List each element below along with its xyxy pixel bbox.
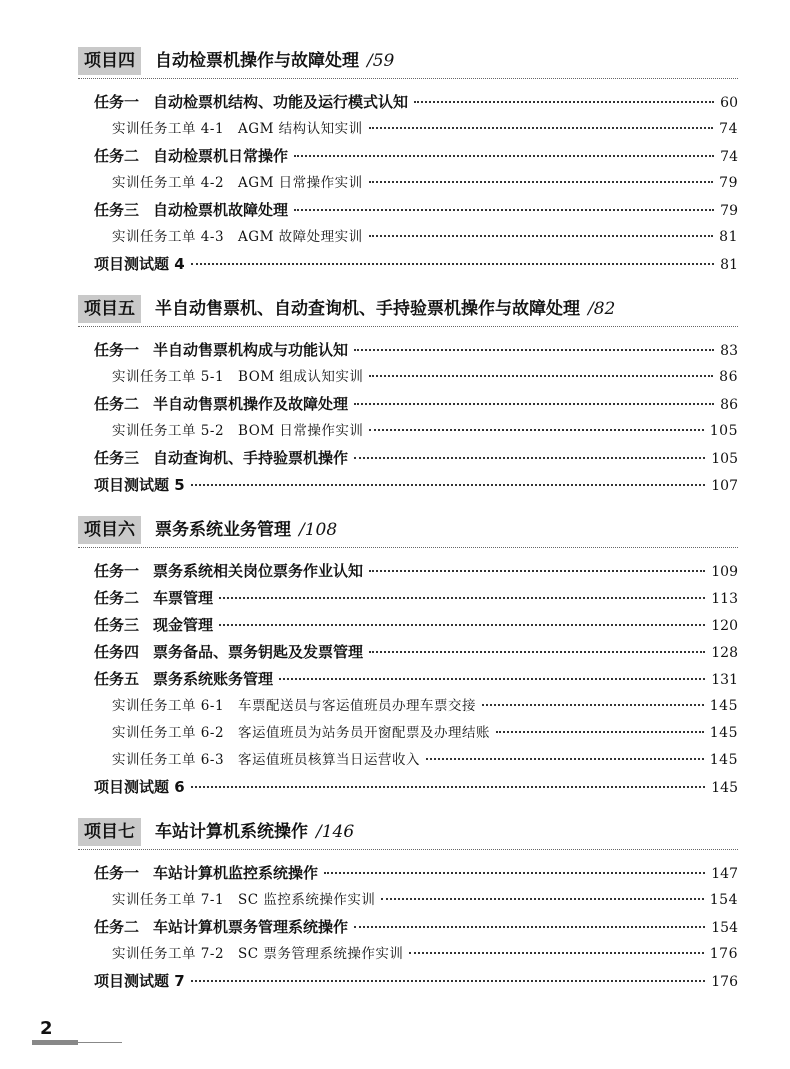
- toc-subentry[interactable]: [78, 116, 738, 143]
- leader-dots: [496, 731, 704, 733]
- leader-dots: [324, 872, 705, 874]
- entry-label: [112, 170, 363, 197]
- toc-subentry[interactable]: [78, 364, 738, 391]
- entry-page: 120: [711, 618, 738, 634]
- entry-key: 实训任务工单 5-2: [112, 423, 225, 439]
- entry-title: 票务系统相关岗位票务作业认知: [153, 562, 364, 580]
- leader-dots: [354, 349, 714, 351]
- entry-label: [112, 224, 363, 251]
- leader-dots: [354, 403, 714, 405]
- entry-label: [94, 472, 185, 499]
- entry-page: 154: [711, 920, 738, 936]
- entry-page: 86: [720, 397, 738, 413]
- section-page: /59: [367, 51, 395, 71]
- entry-label: [94, 197, 288, 224]
- toc-subentry[interactable]: [78, 720, 738, 747]
- entry-title: 票务系统账务管理: [153, 670, 274, 688]
- entry-page: 145: [709, 752, 738, 768]
- entry-label: [94, 445, 348, 472]
- entry-key: 任务一: [94, 341, 140, 359]
- section-title: 票务系统业务管理: [155, 520, 291, 540]
- entry-title: 项目测试题 6: [94, 778, 185, 796]
- section-page: /108: [299, 520, 338, 540]
- leader-dots: [354, 457, 705, 459]
- toc-task-entry[interactable]: [78, 585, 738, 612]
- entry-title: 自动查询机、手持验票机操作: [153, 449, 349, 467]
- entry-page: 113: [711, 591, 738, 607]
- leader-dots: [279, 678, 705, 680]
- entry-key: 任务五: [94, 670, 140, 688]
- entry-key: 任务三: [94, 449, 140, 467]
- entry-label: [94, 391, 348, 418]
- entry-key: 任务一: [94, 93, 140, 111]
- entry-page: 145: [709, 725, 738, 741]
- toc-task-entry[interactable]: [78, 445, 738, 472]
- toc-section: [78, 513, 738, 801]
- leader-dots: [219, 597, 705, 599]
- entry-label: [94, 251, 185, 278]
- toc-task-entry[interactable]: [78, 666, 738, 693]
- toc-section: [78, 292, 738, 499]
- section-header: [78, 815, 738, 850]
- entry-page: 74: [720, 149, 738, 165]
- entry-label: [94, 143, 288, 170]
- entry-label: [94, 337, 348, 364]
- entry-key: 任务三: [94, 616, 140, 634]
- entry-key: 任务二: [94, 395, 140, 413]
- entry-page: 145: [711, 780, 738, 796]
- page-number-rule: [32, 1042, 122, 1043]
- section-page: /82: [588, 299, 616, 319]
- entry-page: 176: [709, 946, 738, 962]
- entry-page: 128: [711, 645, 738, 661]
- leader-dots: [369, 429, 703, 431]
- entry-key: 实训任务工单 6-3: [112, 752, 225, 768]
- toc-section: [78, 44, 738, 278]
- entry-label: [112, 747, 420, 774]
- entry-title: 项目测试题 5: [94, 476, 185, 494]
- entry-label: [94, 774, 185, 801]
- entry-title: 车站计算机票务管理系统操作: [153, 918, 349, 936]
- leader-dots: [369, 570, 705, 572]
- entry-label: [94, 558, 363, 585]
- leader-dots: [482, 704, 704, 706]
- toc-task-entry[interactable]: [78, 391, 738, 418]
- toc-subentry[interactable]: [78, 170, 738, 197]
- entry-key: 实训任务工单 6-2: [112, 725, 225, 741]
- toc-test-entry[interactable]: [78, 472, 738, 499]
- toc-task-entry[interactable]: [78, 558, 738, 585]
- section-title: 半自动售票机、自动查询机、手持验票机操作与故障处理: [155, 299, 580, 319]
- toc-subentry[interactable]: [78, 941, 738, 968]
- entry-label: [94, 914, 348, 941]
- entry-title: SC 票务管理系统操作实训: [238, 946, 404, 962]
- section-title: 自动检票机操作与故障处理: [155, 51, 359, 71]
- entry-page: 74: [719, 121, 738, 137]
- leader-dots: [219, 624, 705, 626]
- toc-task-entry[interactable]: [78, 612, 738, 639]
- entry-key: 实训任务工单 5-1: [112, 369, 225, 385]
- entry-title: 现金管理: [153, 616, 214, 634]
- entry-title: 半自动售票机操作及故障处理: [153, 395, 349, 413]
- entry-page: 83: [720, 343, 738, 359]
- leader-dots: [354, 926, 705, 928]
- section-header: [78, 292, 738, 327]
- entry-title: 车站计算机监控系统操作: [153, 864, 319, 882]
- entry-key: 实训任务工单 4-3: [112, 229, 225, 245]
- leader-dots: [369, 181, 713, 183]
- toc-task-entry[interactable]: [78, 197, 738, 224]
- entry-key: 任务三: [94, 201, 140, 219]
- leader-dots: [191, 980, 706, 982]
- section-badge: 项目五: [78, 295, 141, 323]
- entry-key: 实训任务工单 6-1: [112, 698, 225, 714]
- section-header: [78, 44, 738, 79]
- toc-test-entry[interactable]: [78, 968, 738, 995]
- toc-task-entry[interactable]: [78, 89, 738, 116]
- entry-page: 79: [720, 203, 738, 219]
- entry-key: 任务二: [94, 147, 140, 165]
- leader-dots: [426, 758, 704, 760]
- entry-page: 81: [720, 257, 738, 273]
- entry-label: [112, 418, 363, 445]
- entry-page: 79: [719, 175, 738, 191]
- entry-title: 项目测试题 7: [94, 972, 185, 990]
- entry-key: 任务四: [94, 643, 140, 661]
- entry-page: 131: [711, 672, 738, 688]
- entry-page: 154: [709, 892, 738, 908]
- page-number: 2: [40, 1018, 53, 1039]
- leader-dots: [191, 484, 706, 486]
- toc-task-entry[interactable]: [78, 337, 738, 364]
- toc-test-entry[interactable]: [78, 251, 738, 278]
- entry-title: 自动检票机结构、功能及运行模式认知: [153, 93, 409, 111]
- toc-section: [78, 815, 738, 995]
- entry-title: 客运值班员为站务员开窗配票及办理结账: [238, 725, 491, 741]
- entry-title: 票务备品、票务钥匙及发票管理: [153, 643, 364, 661]
- entry-title: 半自动售票机构成与功能认知: [153, 341, 349, 359]
- entry-title: BOM 日常操作实训: [238, 423, 364, 439]
- toc-task-entry[interactable]: [78, 860, 738, 887]
- entry-label: [112, 720, 490, 747]
- entry-key: 任务二: [94, 918, 140, 936]
- entry-label: [112, 116, 363, 143]
- entry-key: 实训任务工单 4-1: [112, 121, 225, 137]
- entry-label: [94, 639, 363, 666]
- entry-label: [94, 89, 408, 116]
- entry-page: 147: [711, 866, 738, 882]
- entry-label: [112, 941, 403, 968]
- entry-label: [94, 860, 318, 887]
- entry-label: [112, 887, 375, 914]
- entry-page: 145: [709, 698, 738, 714]
- entry-title: 车票管理: [153, 589, 214, 607]
- entry-page: 86: [719, 369, 738, 385]
- table-of-contents: [78, 44, 738, 1009]
- entry-label: [94, 968, 185, 995]
- entry-key: 实训任务工单 7-1: [112, 892, 225, 908]
- entry-title: 自动检票机日常操作: [153, 147, 289, 165]
- toc-subentry[interactable]: [78, 693, 738, 720]
- toc-subentry[interactable]: [78, 887, 738, 914]
- leader-dots: [294, 155, 714, 157]
- entry-page: 105: [709, 423, 738, 439]
- toc-subentry[interactable]: [78, 747, 738, 774]
- section-header: [78, 513, 738, 548]
- toc-test-entry[interactable]: [78, 774, 738, 801]
- entry-key: 任务一: [94, 562, 140, 580]
- entry-title: AGM 结构认知实训: [238, 121, 363, 137]
- entry-title: 客运值班员核算当日运营收入: [238, 752, 421, 768]
- entry-label: [112, 364, 363, 391]
- leader-dots: [414, 101, 714, 103]
- leader-dots: [409, 952, 703, 954]
- entry-title: 自动检票机故障处理: [153, 201, 289, 219]
- toc-subentry[interactable]: [78, 418, 738, 445]
- toc-task-entry[interactable]: [78, 914, 738, 941]
- leader-dots: [369, 127, 713, 129]
- entry-label: [112, 693, 476, 720]
- toc-subentry[interactable]: [78, 224, 738, 251]
- entry-page: 109: [711, 564, 738, 580]
- entry-key: 任务一: [94, 864, 140, 882]
- entry-page: 60: [720, 95, 738, 111]
- leader-dots: [369, 651, 705, 653]
- entry-title: BOM 组成认知实训: [238, 369, 364, 385]
- leader-dots: [369, 235, 713, 237]
- entry-title: AGM 故障处理实训: [238, 229, 363, 245]
- entry-label: [94, 585, 213, 612]
- entry-key: 任务二: [94, 589, 140, 607]
- leader-dots: [191, 263, 715, 265]
- leader-dots: [381, 898, 703, 900]
- entry-label: [94, 666, 273, 693]
- entry-label: [94, 612, 213, 639]
- leader-dots: [191, 786, 706, 788]
- entry-title: 车票配送员与客运值班员办理车票交接: [238, 698, 477, 714]
- entry-page: 81: [719, 229, 738, 245]
- entry-title: AGM 日常操作实训: [238, 175, 363, 191]
- toc-task-entry[interactable]: [78, 639, 738, 666]
- section-badge: 项目七: [78, 818, 141, 846]
- section-badge: 项目四: [78, 47, 141, 75]
- section-title: 车站计算机系统操作: [155, 822, 308, 842]
- entry-key: 实训任务工单 4-2: [112, 175, 225, 191]
- sections-container: [78, 44, 738, 995]
- entry-key: 实训任务工单 7-2: [112, 946, 225, 962]
- section-page: /146: [316, 822, 355, 842]
- entry-title: 项目测试题 4: [94, 255, 185, 273]
- entry-page: 105: [711, 451, 738, 467]
- entry-page: 176: [711, 974, 738, 990]
- leader-dots: [369, 375, 713, 377]
- entry-title: SC 监控系统操作实训: [238, 892, 376, 908]
- leader-dots: [294, 209, 714, 211]
- toc-task-entry[interactable]: [78, 143, 738, 170]
- section-badge: 项目六: [78, 516, 141, 544]
- entry-page: 107: [711, 478, 738, 494]
